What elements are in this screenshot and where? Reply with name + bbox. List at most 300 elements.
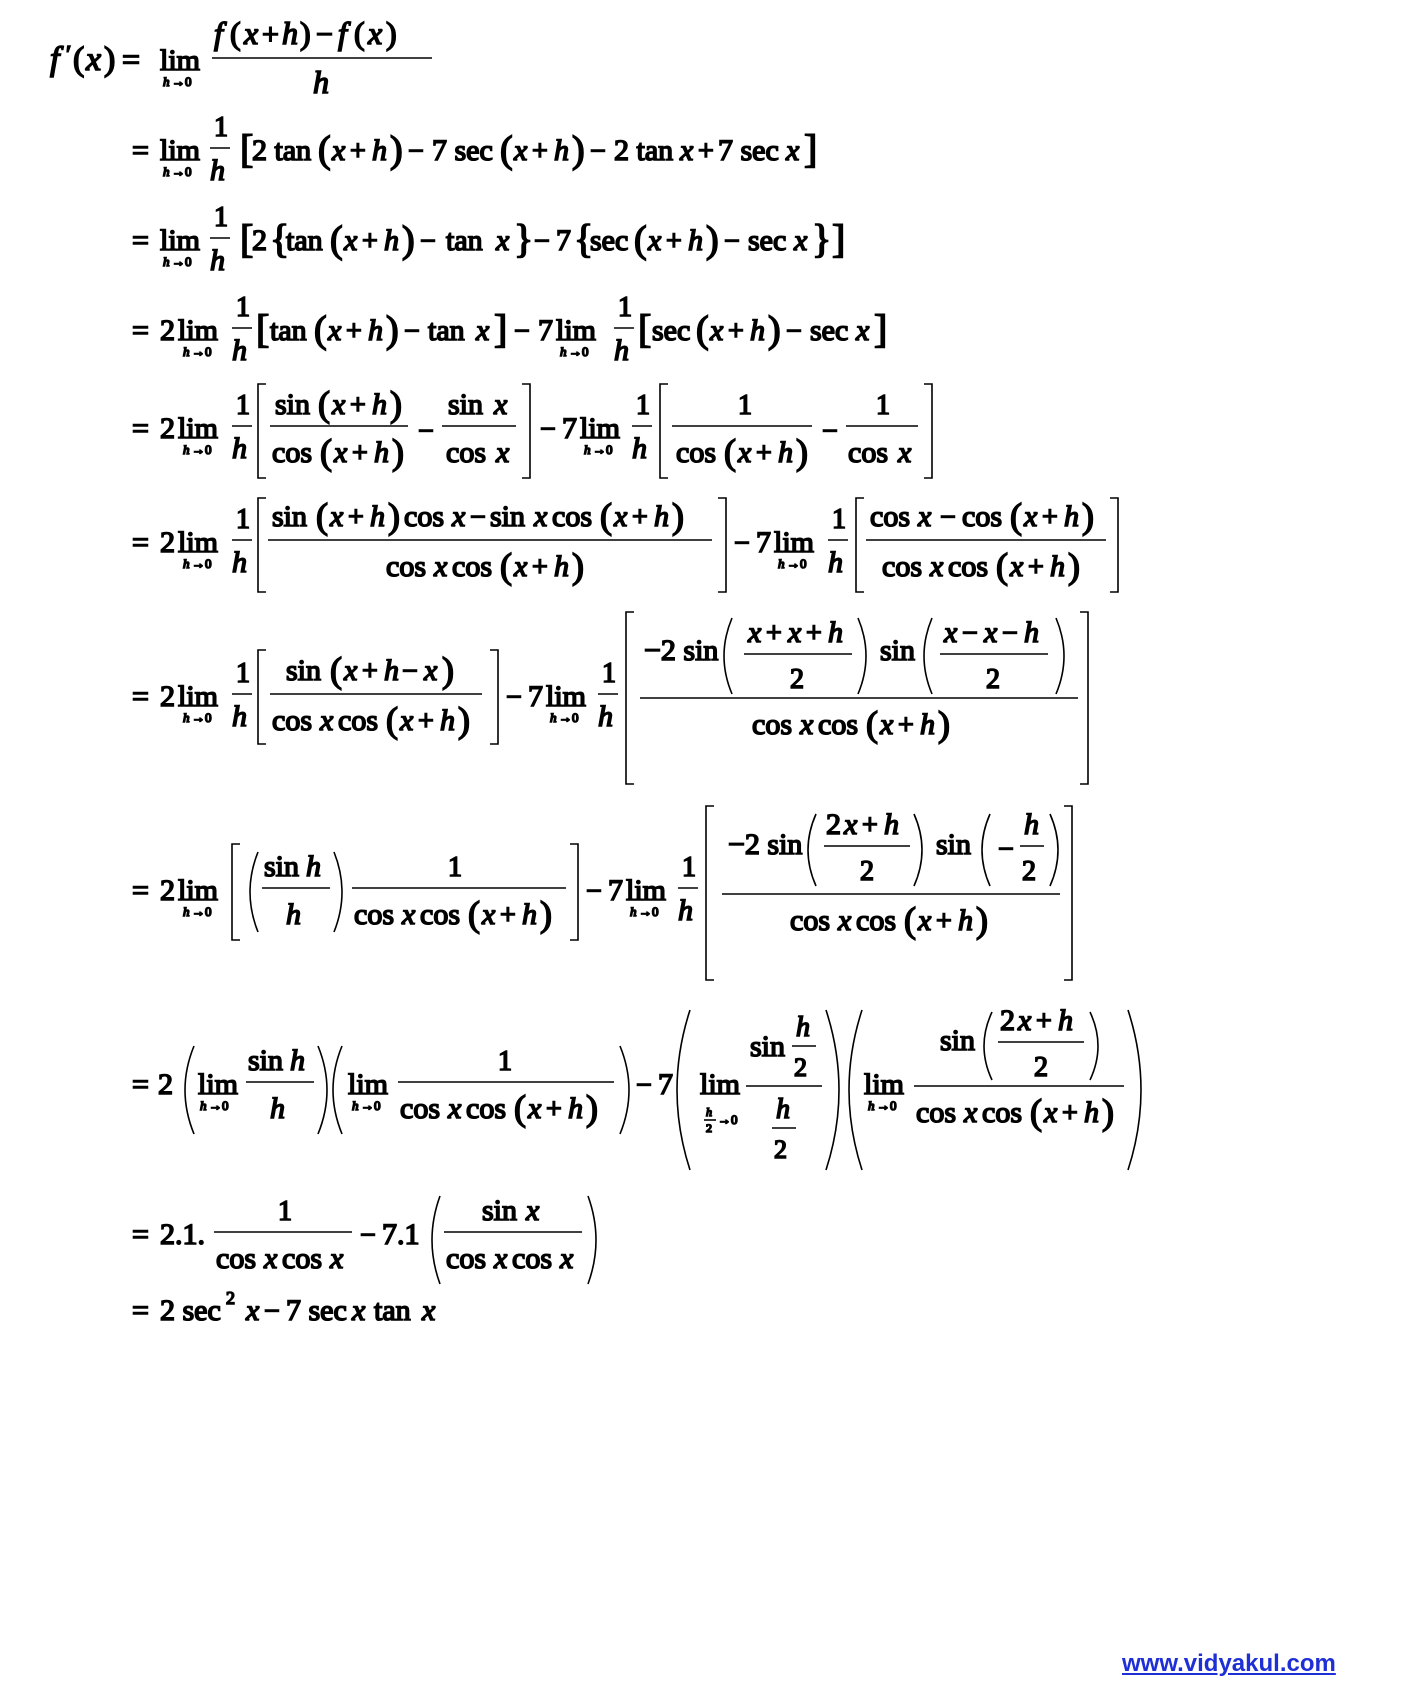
- svg-text:+: +: [756, 438, 772, 469]
- svg-text:cos: cos: [338, 704, 378, 737]
- svg-text:): ): [458, 700, 470, 740]
- svg-text:+: +: [1036, 1006, 1052, 1037]
- svg-text:sec: sec: [652, 314, 691, 347]
- svg-text:): ): [390, 129, 403, 171]
- svg-text:h: h: [550, 710, 557, 725]
- svg-text:x: x: [844, 808, 858, 841]
- svg-text:−: −: [590, 136, 606, 167]
- svg-text:h: h: [306, 850, 321, 883]
- svg-text:(: (: [330, 650, 342, 690]
- svg-text:cos: cos: [552, 500, 592, 533]
- svg-text:x: x: [930, 550, 944, 583]
- svg-text:x: x: [332, 134, 346, 167]
- derivation-line-10: [132, 1194, 596, 1284]
- svg-text:−: −: [360, 1220, 376, 1251]
- svg-text:f: f: [50, 41, 60, 78]
- svg-text:h: h: [163, 74, 170, 89]
- svg-text:[: [: [256, 306, 270, 351]
- svg-text:+: +: [546, 1094, 562, 1125]
- svg-text:x: x: [898, 436, 912, 469]
- svg-text:): ): [386, 15, 397, 51]
- svg-text:2: 2: [1000, 1004, 1015, 1037]
- svg-text:h: h: [384, 224, 399, 257]
- svg-text:x: x: [424, 654, 438, 687]
- svg-text:h: h: [1058, 1004, 1073, 1037]
- svg-text:x: x: [680, 134, 694, 167]
- svg-text:2: 2: [1034, 1052, 1048, 1083]
- svg-text:lim: lim: [178, 526, 219, 559]
- svg-text:h: h: [678, 894, 693, 927]
- svg-text:cos: cos: [404, 500, 444, 533]
- svg-text:+: +: [936, 906, 952, 937]
- svg-text:]: ]: [494, 306, 508, 351]
- svg-text:−: −: [962, 618, 978, 649]
- svg-text:+: +: [348, 502, 364, 533]
- svg-text:): ): [390, 384, 402, 424]
- svg-text:h: h: [688, 224, 703, 257]
- svg-text:1: 1: [448, 852, 462, 883]
- svg-text:→0: →0: [718, 1112, 738, 1127]
- svg-text:lim: lim: [160, 44, 201, 77]
- svg-text:cos: cos: [916, 1096, 956, 1129]
- svg-text:h: h: [958, 904, 973, 937]
- svg-text:(: (: [354, 15, 365, 51]
- svg-text:→0: →0: [172, 254, 192, 269]
- svg-text:x: x: [368, 15, 383, 51]
- svg-text:+: +: [898, 710, 914, 741]
- derivation-line-4: [132, 292, 887, 367]
- svg-text:h: h: [828, 546, 843, 579]
- svg-text:x: x: [320, 704, 334, 737]
- svg-text:x: x: [452, 500, 466, 533]
- svg-text:h: h: [778, 556, 785, 571]
- svg-text:x: x: [344, 654, 358, 687]
- svg-text:1: 1: [738, 390, 752, 421]
- svg-text:x: x: [1024, 500, 1038, 533]
- svg-text:−: −: [316, 18, 333, 51]
- svg-text:7 sec: 7 sec: [432, 134, 493, 167]
- derivation-line-9: [132, 1004, 1141, 1170]
- svg-text:−: −: [636, 1070, 652, 1101]
- svg-text:h: h: [554, 134, 569, 167]
- svg-text:+: +: [766, 618, 782, 649]
- svg-text:cos: cos: [272, 704, 312, 737]
- svg-text:h: h: [183, 556, 190, 571]
- svg-text:h: h: [568, 1092, 583, 1125]
- svg-text:sin: sin: [750, 1030, 786, 1063]
- svg-text:(: (: [230, 15, 241, 51]
- svg-text:x: x: [352, 1294, 366, 1327]
- svg-text:→0: →0: [787, 556, 807, 571]
- svg-text:lim: lim: [556, 314, 597, 347]
- derivation-line-3: [132, 202, 845, 277]
- svg-text:1: 1: [278, 1196, 292, 1227]
- svg-text:+: +: [862, 810, 878, 841]
- svg-text:2: 2: [160, 412, 175, 445]
- svg-text:(: (: [320, 432, 332, 472]
- svg-text:+: +: [346, 316, 362, 347]
- svg-text:+: +: [1042, 502, 1058, 533]
- svg-text:1: 1: [636, 390, 650, 421]
- svg-text:2.1.: 2.1.: [160, 1218, 205, 1251]
- svg-text:lim: lim: [700, 1068, 741, 1101]
- svg-text:cos: cos: [400, 1092, 440, 1125]
- svg-text:x: x: [964, 1096, 978, 1129]
- svg-text:7.1: 7.1: [382, 1218, 420, 1251]
- svg-text:=: =: [132, 680, 149, 713]
- svg-text:h: h: [630, 904, 637, 919]
- svg-text:lim: lim: [178, 314, 219, 347]
- svg-text:h: h: [776, 1094, 790, 1125]
- svg-text:1: 1: [498, 1046, 512, 1077]
- svg-text:h: h: [384, 654, 399, 687]
- svg-text:→0: →0: [192, 442, 212, 457]
- svg-text:cos: cos: [446, 436, 486, 469]
- svg-text:h: h: [313, 64, 329, 100]
- svg-text:x: x: [330, 500, 344, 533]
- svg-text:→0: →0: [192, 344, 212, 359]
- svg-text:1: 1: [682, 852, 696, 883]
- svg-text:cos: cos: [982, 1096, 1022, 1129]
- svg-text:+: +: [500, 900, 516, 931]
- svg-text:): ): [672, 496, 684, 536]
- svg-text:x: x: [402, 898, 416, 931]
- svg-text:): ): [402, 219, 415, 261]
- svg-text:sin: sin: [880, 634, 916, 667]
- svg-text:7 sec: 7 sec: [286, 1294, 347, 1327]
- svg-text:+: +: [1062, 1098, 1078, 1129]
- svg-text:x: x: [494, 388, 508, 421]
- svg-text:→0: →0: [192, 556, 212, 571]
- svg-text:h: h: [554, 550, 569, 583]
- svg-text:x: x: [880, 708, 894, 741]
- svg-text:7 sec: 7 sec: [718, 134, 779, 167]
- svg-text:x: x: [528, 1092, 542, 1125]
- svg-text:sec: sec: [590, 224, 629, 257]
- svg-text:x: x: [482, 898, 496, 931]
- svg-text:h: h: [374, 436, 389, 469]
- svg-text:2: 2: [158, 1068, 173, 1101]
- svg-text:x: x: [738, 436, 752, 469]
- svg-text:h: h: [560, 344, 567, 359]
- svg-text:(: (: [316, 496, 328, 536]
- svg-text:tan: tan: [446, 224, 483, 257]
- svg-text:h: h: [632, 432, 647, 465]
- svg-text:x: x: [514, 134, 528, 167]
- svg-text:h: h: [183, 442, 190, 457]
- svg-text:h: h: [290, 1044, 305, 1077]
- derivation-line-6: [132, 496, 1118, 592]
- svg-text:[: [: [240, 126, 254, 171]
- svg-text:lim: lim: [160, 224, 201, 257]
- svg-text:h: h: [183, 904, 190, 919]
- svg-text:(: (: [318, 384, 330, 424]
- svg-text:h: h: [828, 616, 843, 649]
- svg-text:−: −: [998, 834, 1014, 865]
- svg-text:−: −: [404, 316, 420, 347]
- svg-text:cos: cos: [790, 904, 830, 937]
- svg-text:x: x: [514, 550, 528, 583]
- svg-text:=: =: [132, 526, 149, 559]
- svg-text:cos: cos: [752, 708, 792, 741]
- svg-text:lim: lim: [348, 1068, 389, 1101]
- svg-text:−: −: [534, 226, 550, 257]
- svg-text:cos: cos: [272, 436, 312, 469]
- svg-text:h: h: [232, 546, 247, 579]
- svg-text:x: x: [856, 314, 870, 347]
- svg-text:h: h: [232, 432, 247, 465]
- svg-text:x: x: [614, 500, 628, 533]
- svg-text:sin: sin: [264, 850, 300, 883]
- derivation-line-7: [132, 612, 1088, 784]
- svg-text:sin: sin: [248, 1044, 284, 1077]
- svg-text:): ): [768, 309, 781, 351]
- svg-text:h: h: [1024, 616, 1039, 649]
- svg-text:+: +: [728, 316, 744, 347]
- svg-text:h: h: [522, 898, 537, 931]
- svg-text:sec: sec: [810, 314, 849, 347]
- svg-text:h: h: [200, 1098, 207, 1113]
- svg-text:(: (: [500, 546, 512, 586]
- svg-text:+: +: [532, 552, 548, 583]
- svg-text:+: +: [350, 390, 366, 421]
- svg-text:→0: →0: [877, 1098, 897, 1113]
- svg-text:x: x: [244, 15, 259, 51]
- svg-text:+: +: [362, 656, 378, 687]
- svg-text:2: 2: [826, 808, 841, 841]
- svg-text:x: x: [838, 904, 852, 937]
- svg-text:=: =: [132, 1294, 149, 1327]
- svg-text:sin: sin: [275, 388, 311, 421]
- svg-text:h: h: [210, 154, 225, 187]
- svg-text:): ): [796, 432, 808, 472]
- svg-text:(: (: [724, 432, 736, 472]
- svg-text:(: (: [468, 894, 480, 934]
- svg-text:2: 2: [160, 680, 175, 713]
- svg-text:(: (: [386, 700, 398, 740]
- svg-text:x: x: [496, 436, 510, 469]
- svg-text:=: =: [132, 134, 149, 167]
- svg-text:lim: lim: [178, 680, 219, 713]
- svg-text:x: x: [422, 1294, 436, 1327]
- svg-text:−: −: [402, 656, 418, 687]
- svg-text:lim: lim: [198, 1068, 239, 1101]
- svg-text:h: h: [598, 700, 613, 733]
- derivation-line-1: [50, 15, 432, 100]
- svg-text:1: 1: [236, 292, 250, 323]
- svg-text:(: (: [996, 546, 1008, 586]
- svg-text:h: h: [232, 334, 247, 367]
- svg-text:h: h: [884, 808, 899, 841]
- svg-text:+: +: [532, 136, 548, 167]
- svg-text:x: x: [1018, 1004, 1032, 1037]
- svg-text:]: ]: [804, 126, 818, 171]
- svg-text:): ): [540, 894, 552, 934]
- svg-text:h: h: [368, 314, 383, 347]
- svg-text:x: x: [448, 1092, 462, 1125]
- svg-text:→0: →0: [639, 904, 659, 919]
- svg-text:x: x: [328, 314, 342, 347]
- vidyakul-website-link[interactable]: www.vidyakul.com: [1122, 1650, 1336, 1677]
- svg-text:cos: cos: [420, 898, 460, 931]
- svg-text:lim: lim: [160, 134, 201, 167]
- svg-text:x: x: [648, 224, 662, 257]
- svg-text:h: h: [372, 388, 387, 421]
- svg-text:+: +: [262, 18, 279, 51]
- svg-text:2: 2: [1022, 856, 1036, 887]
- svg-text:h: h: [614, 334, 629, 367]
- svg-text:→0: →0: [209, 1098, 229, 1113]
- svg-text:h: h: [163, 254, 170, 269]
- svg-text:h: h: [1064, 500, 1079, 533]
- svg-text:x: x: [246, 1294, 260, 1327]
- svg-text:+: +: [352, 438, 368, 469]
- svg-text:h: h: [352, 1098, 359, 1113]
- svg-text:1: 1: [214, 202, 228, 233]
- svg-text:cos: cos: [216, 1242, 256, 1275]
- svg-text:=: =: [132, 314, 149, 347]
- svg-text:sin: sin: [490, 500, 526, 533]
- svg-text:(: (: [318, 129, 331, 171]
- svg-text:): ): [976, 900, 988, 940]
- derivation-line-11: [132, 1288, 436, 1327]
- svg-text:→0: →0: [192, 904, 212, 919]
- svg-text:]: ]: [874, 306, 888, 351]
- svg-text:cos: cos: [870, 500, 910, 533]
- svg-text:−: −: [1002, 618, 1018, 649]
- svg-text:→0: →0: [172, 74, 192, 89]
- svg-text:h: h: [1084, 1096, 1099, 1129]
- svg-text:1: 1: [236, 390, 250, 421]
- derivation-line-8: [132, 806, 1072, 980]
- svg-text:h: h: [183, 710, 190, 725]
- svg-text:h: h: [210, 244, 225, 277]
- svg-text:x: x: [918, 500, 932, 533]
- svg-text:−: −: [470, 502, 486, 533]
- svg-text:2 tan: 2 tan: [252, 134, 312, 167]
- svg-text:1: 1: [236, 504, 250, 535]
- svg-text:2: 2: [252, 224, 267, 257]
- svg-text:=: =: [132, 1218, 149, 1251]
- svg-text:(: (: [600, 496, 612, 536]
- svg-text:−: −: [940, 502, 956, 533]
- svg-text:−: −: [506, 682, 522, 713]
- svg-text:h: h: [796, 1012, 810, 1043]
- svg-text:x: x: [944, 616, 958, 649]
- svg-text:x: x: [526, 1194, 540, 1227]
- svg-text:x: x: [1010, 550, 1024, 583]
- svg-text:x: x: [332, 388, 346, 421]
- svg-text:cos: cos: [466, 1092, 506, 1125]
- svg-text:sec: sec: [748, 224, 787, 257]
- svg-text:): ): [442, 650, 454, 690]
- svg-text:7: 7: [538, 314, 553, 347]
- svg-text:+: +: [666, 226, 682, 257]
- svg-text:x: x: [494, 1242, 508, 1275]
- svg-text:sin: sin: [448, 388, 484, 421]
- svg-text:h: h: [1024, 808, 1039, 841]
- svg-text:): ): [388, 496, 400, 536]
- svg-text:cos: cos: [962, 500, 1002, 533]
- svg-text:): ): [586, 1088, 598, 1128]
- svg-text:x: x: [560, 1242, 574, 1275]
- svg-text:): ): [392, 432, 404, 472]
- svg-text:+: +: [806, 618, 822, 649]
- svg-text:−: −: [586, 876, 602, 907]
- svg-text:f: f: [214, 15, 223, 51]
- svg-text:2: 2: [794, 1053, 807, 1082]
- svg-text:lim: lim: [864, 1068, 905, 1101]
- svg-text:h: h: [370, 500, 385, 533]
- svg-text:(: (: [314, 309, 327, 351]
- svg-text:x: x: [434, 550, 448, 583]
- svg-text:cos: cos: [948, 550, 988, 583]
- svg-text:2 sec: 2 sec: [160, 1294, 221, 1327]
- svg-text:(: (: [330, 219, 343, 261]
- svg-text:−: −: [420, 226, 436, 257]
- svg-text:h: h: [372, 134, 387, 167]
- svg-text:h: h: [654, 500, 669, 533]
- svg-text:(: (: [514, 1088, 526, 1128]
- svg-text:{: {: [574, 216, 594, 261]
- svg-text:h: h: [920, 708, 935, 741]
- svg-text:h: h: [286, 898, 301, 931]
- svg-text:x: x: [800, 708, 814, 741]
- svg-text:sin: sin: [940, 1024, 976, 1057]
- svg-text:+: +: [350, 136, 366, 167]
- svg-text:lim: lim: [774, 526, 815, 559]
- svg-text:=: =: [132, 224, 149, 257]
- svg-text:2: 2: [860, 856, 874, 887]
- svg-text:h: h: [1050, 550, 1065, 583]
- svg-text:): ): [938, 704, 950, 744]
- svg-text:h: h: [282, 15, 298, 51]
- svg-text:lim: lim: [626, 874, 667, 907]
- svg-text:h: h: [706, 1105, 712, 1119]
- svg-text:x: x: [1044, 1096, 1058, 1129]
- svg-text:−: −: [408, 136, 424, 167]
- svg-text:cos: cos: [446, 1242, 486, 1275]
- svg-text:): ): [1068, 546, 1080, 586]
- svg-text:1: 1: [832, 504, 846, 535]
- svg-text:): ): [386, 309, 399, 351]
- svg-text:sin: sin: [286, 654, 322, 687]
- svg-text:−: −: [418, 416, 434, 447]
- svg-text:}: }: [812, 216, 832, 261]
- svg-text:tan: tan: [374, 1294, 411, 1327]
- svg-text:(: (: [73, 41, 85, 78]
- svg-text:2: 2: [160, 874, 175, 907]
- svg-text:cos: cos: [452, 550, 492, 583]
- svg-text:x: x: [794, 224, 808, 257]
- svg-text:cos: cos: [354, 898, 394, 931]
- svg-text:→0: →0: [569, 344, 589, 359]
- svg-text:7: 7: [756, 526, 771, 559]
- svg-text:x: x: [344, 224, 358, 257]
- svg-text:=: =: [132, 874, 149, 907]
- svg-text:→0: →0: [192, 710, 212, 725]
- svg-text:+: +: [362, 226, 378, 257]
- svg-text:2: 2: [790, 664, 804, 695]
- svg-text:[: [: [638, 306, 652, 351]
- svg-text:h: h: [584, 442, 591, 457]
- svg-text:): ): [1082, 496, 1094, 536]
- svg-text:+: +: [1028, 552, 1044, 583]
- svg-text:1: 1: [602, 658, 616, 689]
- svg-text:2: 2: [160, 526, 175, 559]
- svg-text:[: [: [240, 216, 254, 261]
- svg-text:lim: lim: [178, 874, 219, 907]
